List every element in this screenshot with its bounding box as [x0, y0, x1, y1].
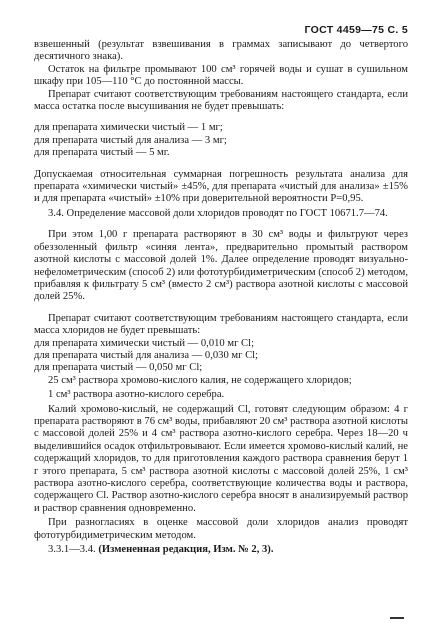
paragraph-method: При этом 1,00 г препарата растворяют в 30 см³ воды и фильтруют через обеззоленный фильтр «синяя лента», предварительно промытый раствором азотной кислоты с массовой долей 1%. Далее определение проводят визуально-нефелометрическим (способ 2) или фототурбидиметрическим (способ 2) методом, прибавляя к фильтрату 5 см³ (вместо 2 см³) раствора азотной кислоты с массовой долей 25%. [34, 229, 408, 303]
paragraph-potassium-chromate: Калий хромово-кислый, не содержащий Cl, готовят следующим образом: 4 г препарата растворяют в 76 см³ воды, прибавляют 20 см³ раствора азотной кислоты с массовой долей 25% и 4 см³ раствора азотно-кислого серебра. Через 18—20 ч выделившийся осадок отфильтровывают. Если имеется хромово-кислый калий, не содержащий хлоридов, то для приготовления каждого раствора сравнения берут 1 г этого препарата, 5 см³ раствора азотной кислоты с массовой долей 25%, 1 см³ раствора азотно-кислого серебра, соответствующие количества воды и раствора, содержащего Cl. Раствор азотно-кислого серебра вносят в анализируемый раствор и раствор сравнения одновременно. [34, 403, 408, 514]
amendment-text: (Измененная редакция, Изм. № 2, 3). [98, 544, 274, 556]
amendment-note [34, 544, 408, 556]
page-header: ГОСТ 4459—75 С. 5 [304, 24, 408, 36]
paragraph-requirement-residue: Препарат считают соответствующим требованиям настоящего стандарта, если масса остатка после высушивания не будет превышать: [34, 88, 408, 113]
list-item: для препарата чистый — 5 мг. [34, 147, 170, 159]
section-3-4: 3.4. Определение массовой доли хлоридов проводят по ГОСТ 10671.7—74. [48, 207, 388, 219]
paragraph-error: Допускаемая относительная суммарная погрешность результата анализа для препарата «химически чистый» ±45%, для препарата «чистый для анализа» ±15% и для препарата «чистый» ±10% при доверительной вероятности P=0,95. [34, 168, 408, 205]
paragraph-weighing: взвешенный (результат взвешивания в граммах записывают до четвертого десятичного знака). [34, 39, 408, 63]
paragraph-chromate: 25 см³ раствора хромово-кислого калия, не содержащего хлоридов; [48, 374, 352, 386]
list-item: для препарата химически чистый — 0,010 мг Cl; [34, 337, 255, 349]
list-item: для препарата чистый — 0,050 мг Cl; [34, 362, 203, 374]
chloride-limits-list [34, 338, 408, 375]
paragraph-requirement-chlorides: Препарат считают соответствующим требованиям настоящего стандарта, если масса хлоридов не будет превышать: [34, 312, 408, 337]
corner-mark [390, 617, 404, 619]
list-item: для препарата чистый для анализа — 0,030 мг Cl; [34, 349, 259, 361]
paragraph-washing: Остаток на фильтре промывают 100 см³ горячей воды и сушат в сушильном шкафу при 105—110 °C до постоянной массы. [34, 63, 408, 88]
paragraph-silver: 1 см³ раствора азотно-кислого серебра. [48, 389, 225, 401]
residue-limits-list [34, 122, 408, 159]
paragraph-dispute: При разногласиях в оценке массовой доли хлоридов анализ проводят фототурбидиметрическим методом. [34, 517, 408, 541]
document-body [34, 39, 408, 556]
list-item: для препарата чистый для анализа — 3 мг; [34, 134, 227, 146]
amendment-section-range: 3.3.1—3.4. [48, 544, 96, 556]
list-item: для препарата химически чистый — 1 мг; [34, 122, 223, 134]
